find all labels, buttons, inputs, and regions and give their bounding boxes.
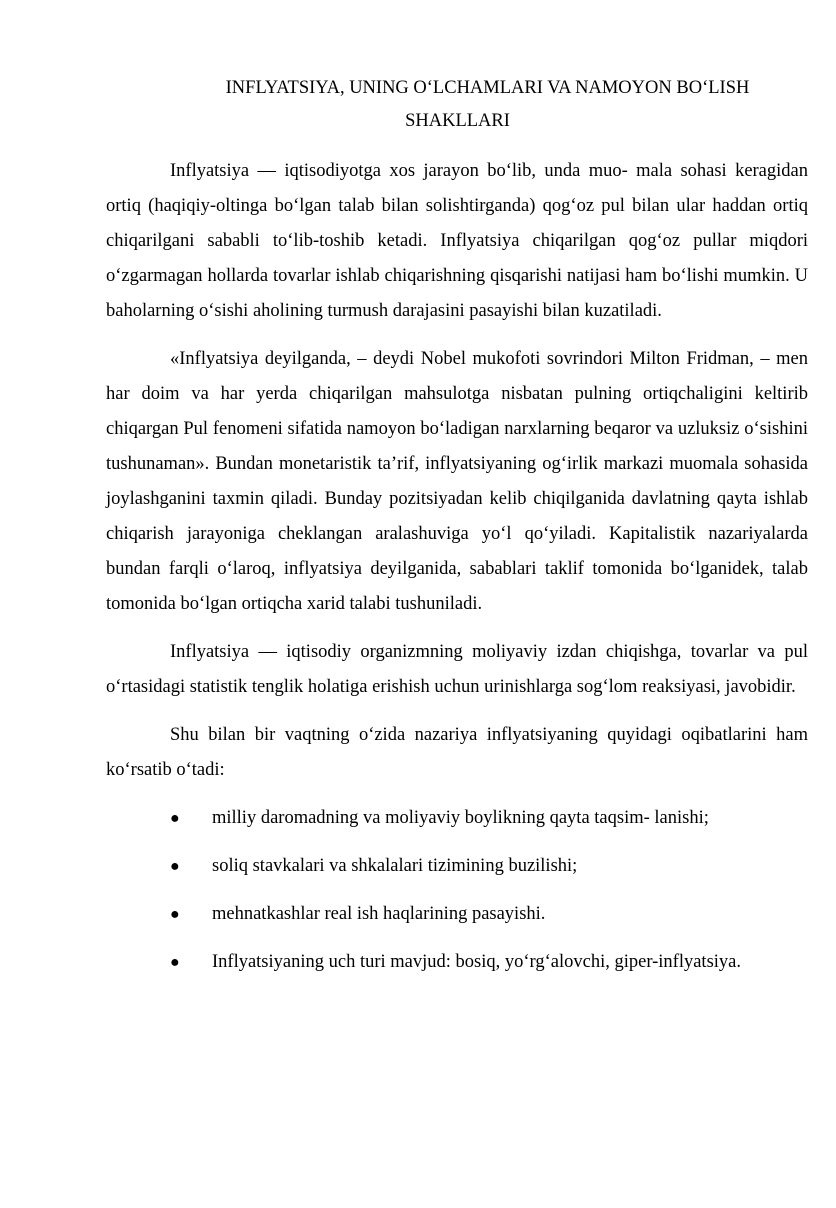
list-item (106, 801, 808, 836)
document-title (106, 72, 808, 138)
title-line-1: INFLYATSIYA, UNING O‘LCHAMLARI VA NAMOYON BO‘LISH (225, 78, 750, 98)
paragraph-reaction: Inflyatsiya — iqtisodiy organizmning moliyaviy izdan chiqishga, tovarlar va pul o‘rtasidagi statistik tenglik holatiga erishish uchun urinishlarga sog‘lom reaksiyasi, javobidir. (106, 642, 808, 697)
document-body[interactable] (106, 154, 808, 980)
list-item-text: milliy daromadning va moliyaviy boylikning qayta taqsim- lanishi; (212, 808, 709, 828)
paragraph-definition: Inflyatsiya — iqtisodiyotga xos jarayon bo‘lib, unda muo- mala sohasi keragidan ortiq (haqiqiy-oltinga bo‘lgan talab bilan solishtirganda) qog‘oz pul bilan ular haddan ortiq chiqarilgani sababli to‘lib-toshib ketadi. Inflyatsiya chiqarilgan qog‘oz pullar miqdori o‘zgarmagan hollarda tovarlar ishlab chiqarishning qisqarishi natijasi ham bo‘lishi mumkin. U baholarning o‘sishi aholining turmush darajasini pasayishi bilan kuzatiladi. (106, 161, 808, 321)
title-line-2: SHAKLLARI (405, 111, 510, 131)
paragraph-consequences-intro: Shu bilan bir vaqtning o‘zida nazariya inflyatsiyaning quyidagi oqibatlarini ham ko‘rsatib o‘tadi: (106, 725, 808, 780)
list-item (106, 945, 808, 980)
bullet-icon: ● (170, 858, 180, 875)
bullet-icon: ● (170, 810, 180, 827)
list-item-text: mehnatkashlar real ish haqlarining pasayishi. (212, 904, 546, 924)
consequences-list (106, 801, 808, 980)
list-item (106, 897, 808, 932)
list-item (106, 849, 808, 884)
paragraph-friedman-quote: «Inflyatsiya deyilganda, – deydi Nobel mukofoti sovrindori Milton Fridman, – men har doim va har yerda chiqarilgan mahsulotga nisbatan pulning ortiqchaligini keltirib chiqargan Pul fenomeni sifatida namoyon bo‘ladigan narxlarning beqaror va uzluksiz o‘sishini tushunaman». Bundan monetaristik ta’rif, inflyatsiyaning og‘irlik markazi muomala sohasida joylashganini taxmin qiladi. Bunday pozitsiyadan kelib chiqilganida davlatning qayta ishlab chiqarish jarayoniga cheklangan aralashuviga yo‘l qo‘yiladi. Kapitalistik nazariyalarda bundan farqli o‘laroq, inflyatsiya deyilganida, sabablari taklif tomonida bo‘lganidek, talab tomonida bo‘lgan ortiqcha xarid talabi tushuniladi. (106, 349, 808, 614)
bullet-icon: ● (170, 954, 180, 971)
bullet-icon: ● (170, 906, 180, 923)
list-item-text: Inflyatsiyaning uch turi mavjud: bosiq, yo‘rg‘alovchi, giper-inflyatsiya. (212, 952, 741, 972)
list-item-text: soliq stavkalari va shkalalari tizimining buzilishi; (212, 856, 578, 876)
